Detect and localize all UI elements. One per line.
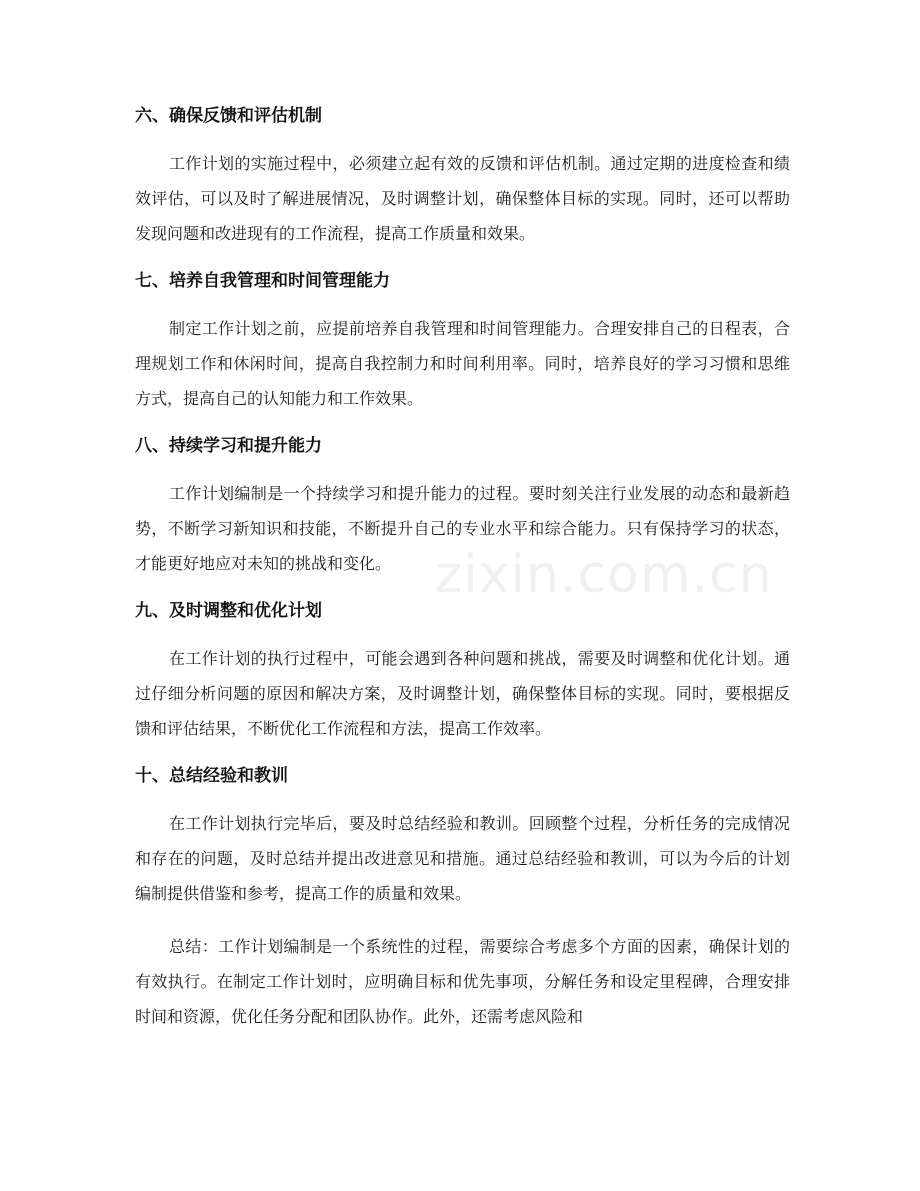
section-heading: 九、及时调整和优化计划 bbox=[135, 601, 322, 621]
section-heading: 七、培养自我管理和时间管理能力 bbox=[135, 271, 390, 291]
section-10 bbox=[135, 764, 790, 911]
watermark: zixin.com.cn bbox=[435, 545, 773, 605]
section-heading: 十、总结经验和教训 bbox=[135, 766, 288, 786]
section-7 bbox=[135, 269, 790, 416]
section-9 bbox=[135, 599, 790, 746]
section-6 bbox=[135, 104, 790, 251]
section-heading: 八、持续学习和提升能力 bbox=[135, 436, 322, 456]
section-body: 工作计划编制是一个持续学习和提升能力的过程。要时刻关注行业发展的动态和最新趋势，不断学习新知识和技能，不断提升自己的专业水平和综合能力。只有保持学习的状态，才能更好地应对未知的挑战和变化。 bbox=[135, 484, 790, 573]
section-body: 制定工作计划之前，应提前培养自我管理和时间管理能力。合理安排自己的日程表，合理规划工作和休闲时间，提高自我控制力和时间利用率。同时，培养良好的学习习惯和思维方式，提高自己的认知能力和工作效果。 bbox=[135, 319, 790, 408]
summary-paragraph: 总结：工作计划编制是一个系统性的过程，需要综合考虑多个方面的因素，确保计划的有效执行。在制定工作计划时，应明确目标和优先事项，分解任务和设定里程碑，合理安排时间和资源，优化任务分配和团队协作。此外，还需考虑风险和 bbox=[135, 937, 790, 1026]
section-8 bbox=[135, 434, 790, 581]
section-body: 在工作计划执行完毕后，要及时总结经验和教训。回顾整个过程，分析任务的完成情况和存在的问题，及时总结并提出改进意见和措施。通过总结经验和教训，可以为今后的计划编制提供借鉴和参考，提高工作的质量和效果。 bbox=[135, 814, 790, 903]
section-body: 在工作计划的执行过程中，可能会遇到各种问题和挑战，需要及时调整和优化计划。通过仔细分析问题的原因和解决方案，及时调整计划，确保整体目标的实现。同时，要根据反馈和评估结果，不断优化工作流程和方法，提高工作效率。 bbox=[135, 649, 790, 738]
section-body: 工作计划的实施过程中，必须建立起有效的反馈和评估机制。通过定期的进度检查和绩效评估，可以及时了解进展情况，及时调整计划，确保整体目标的实现。同时，还可以帮助发现问题和改进现有的工作流程，提高工作质量和效果。 bbox=[135, 154, 790, 243]
document-page bbox=[135, 104, 790, 1034]
section-heading: 六、确保反馈和评估机制 bbox=[135, 106, 322, 126]
